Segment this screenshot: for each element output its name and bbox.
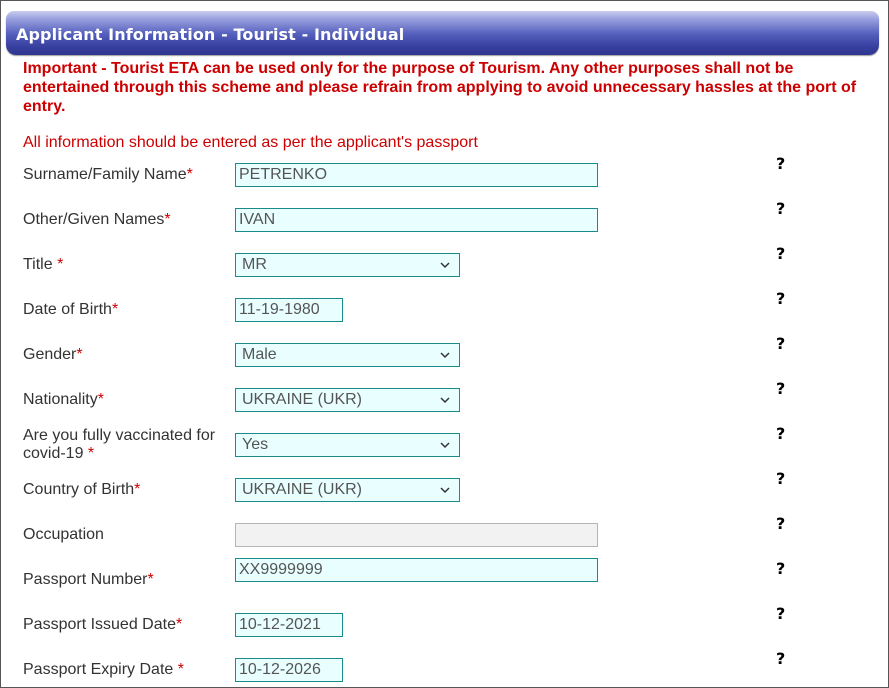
chevron-down-icon xyxy=(439,439,451,451)
required-asterisk: * xyxy=(177,661,184,678)
occupation-help-icon[interactable]: ? xyxy=(776,514,786,533)
surname-help-icon[interactable]: ? xyxy=(776,154,786,173)
required-asterisk: * xyxy=(175,616,183,633)
gender-label-text: Gender xyxy=(23,346,77,363)
nationality-label xyxy=(23,391,233,409)
required-asterisk: * xyxy=(87,445,95,462)
nationality-label-text: Nationality xyxy=(23,391,98,408)
required-asterisk: * xyxy=(147,571,154,588)
passport-number-label xyxy=(23,571,233,589)
dob-label-text: Date of Birth xyxy=(23,301,112,318)
passport-issued-label-text: Passport Issued Date xyxy=(23,616,176,633)
dob-help-icon[interactable]: ? xyxy=(776,289,786,308)
required-asterisk: * xyxy=(111,301,119,318)
chevron-down-icon xyxy=(439,394,451,406)
given-names-help-icon[interactable]: ? xyxy=(776,199,786,218)
required-asterisk: * xyxy=(97,391,104,408)
passport-issued-help-icon[interactable]: ? xyxy=(776,604,786,623)
given-names-label-text: Other/Given Names xyxy=(23,211,165,228)
occupation-input[interactable] xyxy=(235,523,598,547)
passport-number-label-text: Passport Number xyxy=(23,571,148,588)
surname-input[interactable] xyxy=(235,163,598,187)
chevron-down-icon xyxy=(439,259,451,271)
title-label xyxy=(23,256,233,274)
required-asterisk: * xyxy=(134,481,141,498)
vaccinated-select-value: Yes xyxy=(242,436,269,453)
important-notice: Important - Tourist ETA can be used only for the purpose of Tourism. Any other purposes shall not be entertained through this scheme and please refrain from applying to avoid unnecessary hassles at the port of entry. xyxy=(23,60,857,115)
gender-label xyxy=(23,346,233,364)
nationality-select-value: UKRAINE (UKR) xyxy=(242,391,363,408)
passport-number-help-icon[interactable]: ? xyxy=(776,559,786,578)
occupation-label xyxy=(23,526,233,544)
nationality-help-icon[interactable]: ? xyxy=(776,379,786,398)
surname-label-text: Surname/Family Name xyxy=(23,166,187,183)
required-asterisk: * xyxy=(186,166,193,183)
section-title: Applicant Information - Tourist - Individual xyxy=(16,25,405,44)
vaccinated-help-icon[interactable]: ? xyxy=(776,424,786,443)
title-label-text: Title xyxy=(23,256,58,273)
country-of-birth-label-text: Country of Birth xyxy=(23,481,135,498)
required-asterisk: * xyxy=(76,346,83,363)
vaccinated-select[interactable] xyxy=(235,433,460,457)
passport-issued-input[interactable] xyxy=(235,613,343,637)
title-select-value: MR xyxy=(242,256,267,273)
dob-label xyxy=(23,301,233,319)
surname-label xyxy=(23,166,233,184)
passport-number-input[interactable] xyxy=(235,558,598,582)
country-of-birth-help-icon[interactable]: ? xyxy=(776,469,786,488)
gender-select[interactable] xyxy=(235,343,460,367)
required-asterisk: * xyxy=(164,211,171,228)
chevron-down-icon xyxy=(439,349,451,361)
occupation-label-text: Occupation xyxy=(23,526,104,543)
required-asterisk: * xyxy=(57,256,64,273)
country-of-birth-select-value: UKRAINE (UKR) xyxy=(242,481,363,498)
chevron-down-icon xyxy=(439,484,451,496)
vaccinated-label-text: Are you fully vaccinated for covid-19 xyxy=(23,427,216,462)
passport-expiry-label-text: Passport Expiry Date xyxy=(23,661,178,678)
passport-note: All information should be entered as per the applicant's passport xyxy=(23,134,478,151)
section-header xyxy=(6,11,879,55)
passport-expiry-input[interactable] xyxy=(235,658,343,682)
passport-issued-label xyxy=(23,616,233,634)
nationality-select[interactable] xyxy=(235,388,460,412)
gender-help-icon[interactable]: ? xyxy=(776,334,786,353)
country-of-birth-label xyxy=(23,481,233,499)
title-help-icon[interactable]: ? xyxy=(776,244,786,263)
given-names-label xyxy=(23,211,233,229)
gender-select-value: Male xyxy=(242,346,277,363)
given-names-input[interactable] xyxy=(235,208,598,232)
dob-input[interactable] xyxy=(235,298,343,322)
vaccinated-label xyxy=(23,427,233,463)
title-select[interactable] xyxy=(235,253,460,277)
country-of-birth-select[interactable] xyxy=(235,478,460,502)
passport-expiry-label xyxy=(23,661,233,679)
passport-expiry-help-icon[interactable]: ? xyxy=(776,649,786,668)
